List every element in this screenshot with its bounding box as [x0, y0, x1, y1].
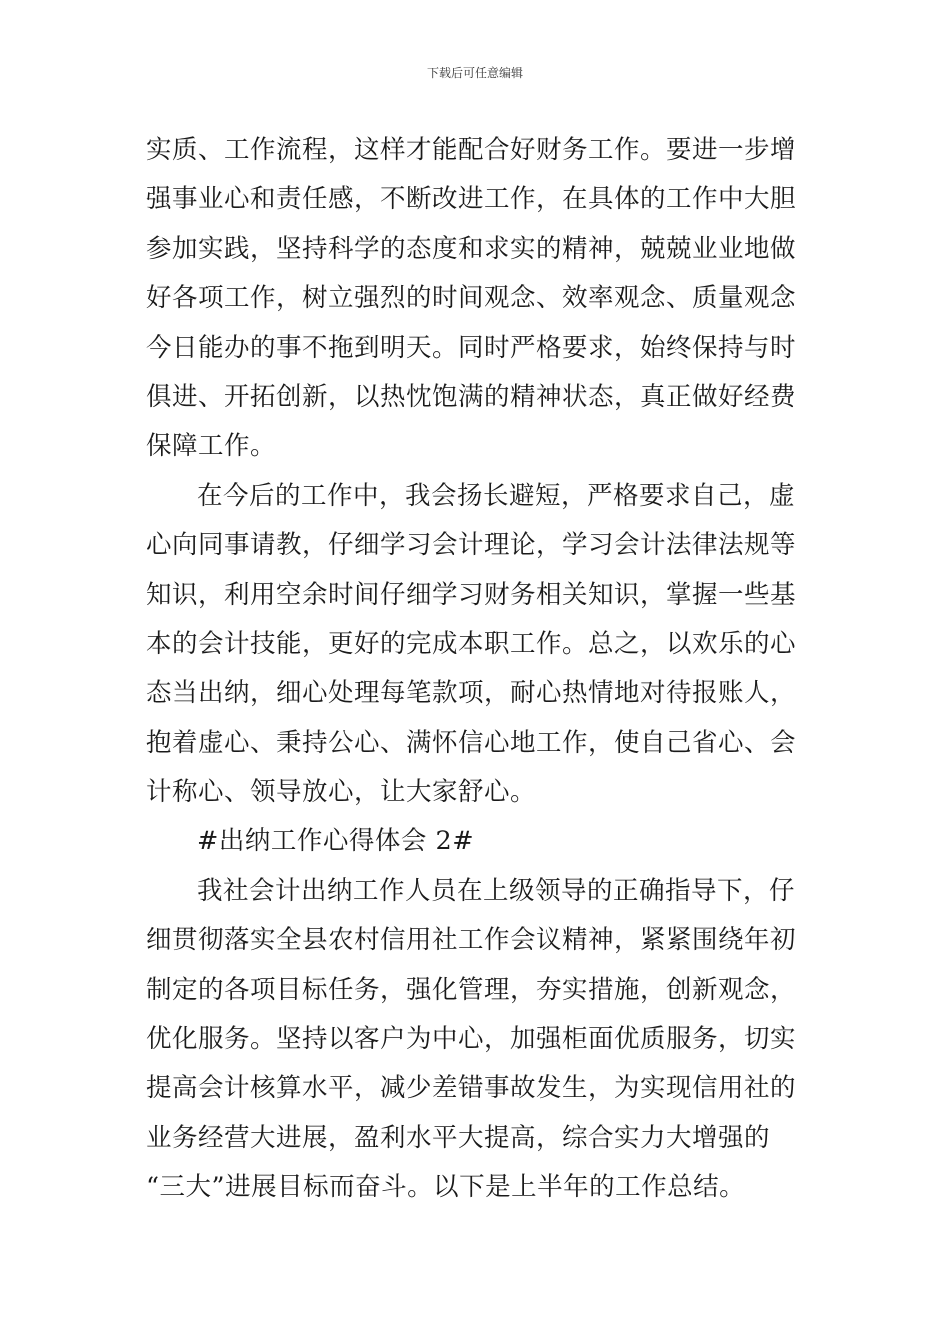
- text-line: 参加实践，坚持科学的态度和求实的精神，兢兢业业地做: [146, 233, 797, 264]
- text-line: 俱进、开拓创新，以热忱饱满的精神状态，真正做好经费: [146, 381, 797, 412]
- text-line: 态当出纳，细心处理每笔款项，耐心热情地对待报账人，: [146, 678, 797, 709]
- section-heading: [146, 817, 808, 866]
- document-body: [146, 126, 808, 1213]
- text-line: 提高会计核算水平，减少差错事故发生，为实现信用社的: [146, 1073, 797, 1104]
- paragraph-2: [146, 472, 808, 818]
- text-line: 计称心、领导放心，让大家舒心。: [146, 777, 537, 808]
- text-line: 好各项工作，树立强烈的时间观念、效率观念、质量观念: [146, 283, 797, 314]
- paragraph-1: [146, 126, 808, 472]
- page-header: 下载后可任意编辑: [426, 66, 523, 80]
- text-line: 强事业心和责任感，不断改进工作，在具体的工作中大胆: [146, 184, 797, 215]
- text-line: #出纳工作心得体会 2#: [197, 826, 475, 857]
- text-line: 保障工作。: [146, 431, 277, 462]
- text-line: 本的会计技能，更好的完成本职工作。总之，以欢乐的心: [146, 628, 797, 659]
- text-line: 细贯彻落实全县农村信用社工作会议精神，紧紧围绕年初: [146, 925, 797, 956]
- paragraph-3: [146, 867, 808, 1213]
- text-line: 今日能办的事不拖到明天。同时严格要求，始终保持与时: [146, 332, 797, 363]
- text-line: 在今后的工作中，我会扬长避短，严格要求自己，虚: [197, 480, 796, 511]
- text-line: 抱着虚心、秉持公心、满怀信心地工作，使自己省心、会: [146, 727, 797, 758]
- text-line: 优化服务。坚持以客户为中心，加强柜面优质服务，切实: [146, 1024, 797, 1055]
- text-line: 业务经营大进展，盈利水平大提高，综合实力大增强的: [146, 1122, 771, 1153]
- text-line: “三大”进展目标而奋斗。以下是上半年的工作总结。: [146, 1172, 746, 1203]
- text-line: 知识，利用空余时间仔细学习财务相关知识，掌握一些基: [146, 579, 797, 610]
- text-line: 制定的各项目标任务，强化管理，夯实措施，创新观念，: [146, 974, 797, 1005]
- text-line: 实质、工作流程，这样才能配合好财务工作。要进一步增: [146, 135, 797, 165]
- text-line: 心向同事请教，仔细学习会计理论，学习会计法律法规等: [146, 530, 797, 561]
- text-line: 我社会计出纳工作人员在上级领导的正确指导下，仔: [197, 875, 796, 906]
